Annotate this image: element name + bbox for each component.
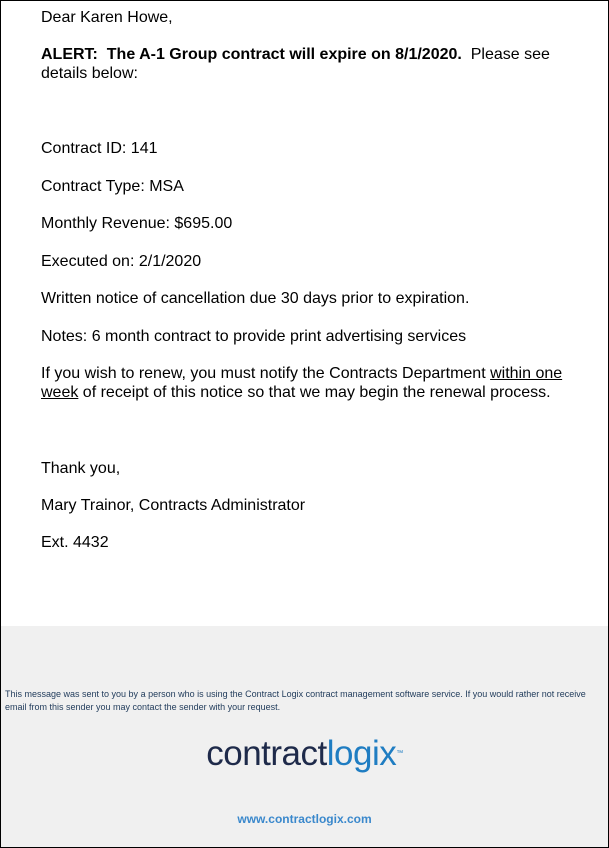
alert-details-text: Please see details below: (41, 46, 550, 82)
renewal-text-end: of receipt of this notice so that we may begin the renewal process. (78, 384, 551, 401)
website-link[interactable]: www.contractlogix.com (237, 812, 372, 826)
contractlogix-logo (1, 734, 608, 774)
contract-notes: Notes: 6 month contract to provide print advertising services (41, 328, 467, 345)
closing: Thank you, (41, 460, 121, 477)
renewal-paragraph (41, 364, 581, 402)
signature: Mary Trainor, Contracts Administrator (41, 497, 306, 514)
renewal-deadline: within one week (41, 365, 563, 401)
greeting: Dear Karen Howe, (41, 9, 173, 26)
alert-label: ALERT: (41, 46, 98, 63)
alert-paragraph (41, 45, 581, 83)
extension: Ext. 4432 (41, 534, 109, 551)
email-footer (1, 626, 608, 847)
logo-word-logix: logix (326, 734, 397, 773)
monthly-revenue: Monthly Revenue: $695.00 (41, 215, 233, 232)
executed-on: Executed on: 2/1/2020 (41, 253, 202, 270)
alert-message: The A-1 Group contract will expire on 8/1/2020. (106, 46, 462, 63)
contract-type: Contract Type: MSA (41, 178, 184, 195)
cancellation-notice: Written notice of cancellation due 30 days prior to expiration. (41, 290, 470, 307)
contract-id: Contract ID: 141 (41, 140, 158, 157)
logo-trademark: ™ (396, 750, 403, 757)
renewal-text-start: If you wish to renew, you must notify the Contracts Department (41, 365, 491, 382)
logo-word-contract: contract (206, 734, 327, 773)
email-body (5, 1, 604, 625)
disclaimer-text: This message was sent to you by a person who is using the Contract Logix contract management software service. If you would rather not receive email from this sender you may contact the sender with your request. (5, 689, 586, 712)
